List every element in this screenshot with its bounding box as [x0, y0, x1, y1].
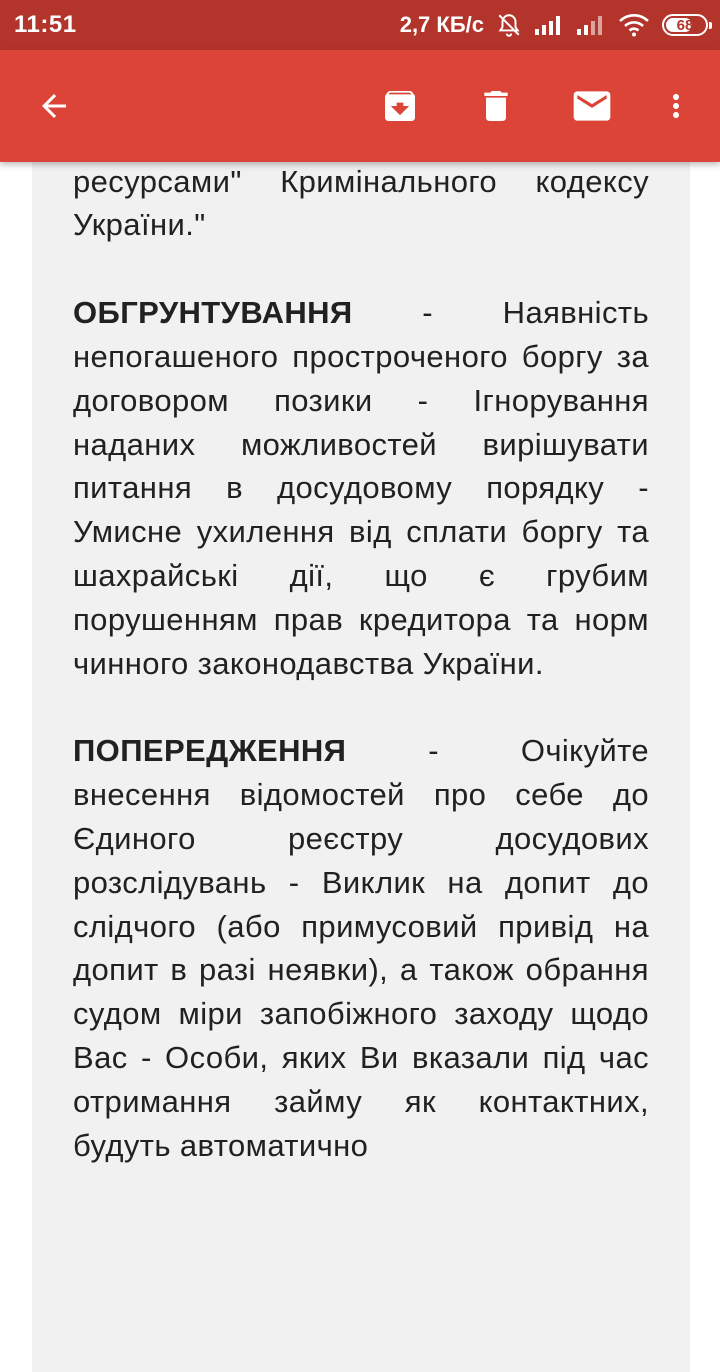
wifi-icon: [618, 13, 650, 37]
message-section-warning: [73, 729, 649, 1167]
battery-icon: [662, 14, 708, 36]
message-section-grounds: [73, 291, 649, 685]
archive-icon: [380, 86, 420, 126]
status-indicators: [400, 9, 708, 41]
section-text: - Наявність непогашеного простроченого боргу за договором позики - Ігнорування наданих можливостей вирішувати питання в досудовому порядку - Умисне ухилення від сплати боргу та шахрайські дії, що є грубим порушенням прав кредитора та норм чинного законодавства України.: [73, 295, 649, 681]
status-bar: [0, 0, 720, 50]
section-text: - Очікуйте внесення відомостей про себе до Єдиного реєстру досудових розслідувань - Виклик на допит до слідчого (або примусовий привід на допит в разі неявки), а також обрання судом міри запобіжного заходу щодо Вас - Особи, яких Ви вказали під час отримання займу як контактних, будуть автоматично: [73, 733, 649, 1163]
network-speed: 2,7 КБ/с: [399, 12, 484, 37]
back-button[interactable]: [22, 74, 86, 138]
status-time: 11:51: [14, 11, 77, 38]
mail-icon: [570, 84, 614, 128]
more-options-button[interactable]: [644, 74, 708, 138]
delete-button[interactable]: [464, 74, 528, 138]
cell-signal-icon: [534, 14, 564, 36]
back-arrow-icon: [36, 88, 72, 124]
more-vert-icon: [658, 88, 694, 124]
cell-signal-icon: [576, 14, 606, 36]
archive-button[interactable]: [368, 74, 432, 138]
section-heading: ПОПЕРЕДЖЕННЯ: [73, 733, 347, 769]
section-heading: ОБГРУНТУВАННЯ: [73, 295, 353, 331]
message-body: [73, 72, 649, 1211]
alarm-off-icon: [496, 12, 522, 38]
mark-unread-button[interactable]: [560, 74, 624, 138]
battery-level: 68: [676, 16, 694, 34]
message-card: [32, 72, 690, 1372]
message-paragraph: ресурсами" Кримінального кодексу України.": [73, 163, 649, 243]
message-scroll-area[interactable]: [0, 162, 720, 1280]
delete-icon: [476, 86, 516, 126]
app-bar: [0, 50, 720, 162]
